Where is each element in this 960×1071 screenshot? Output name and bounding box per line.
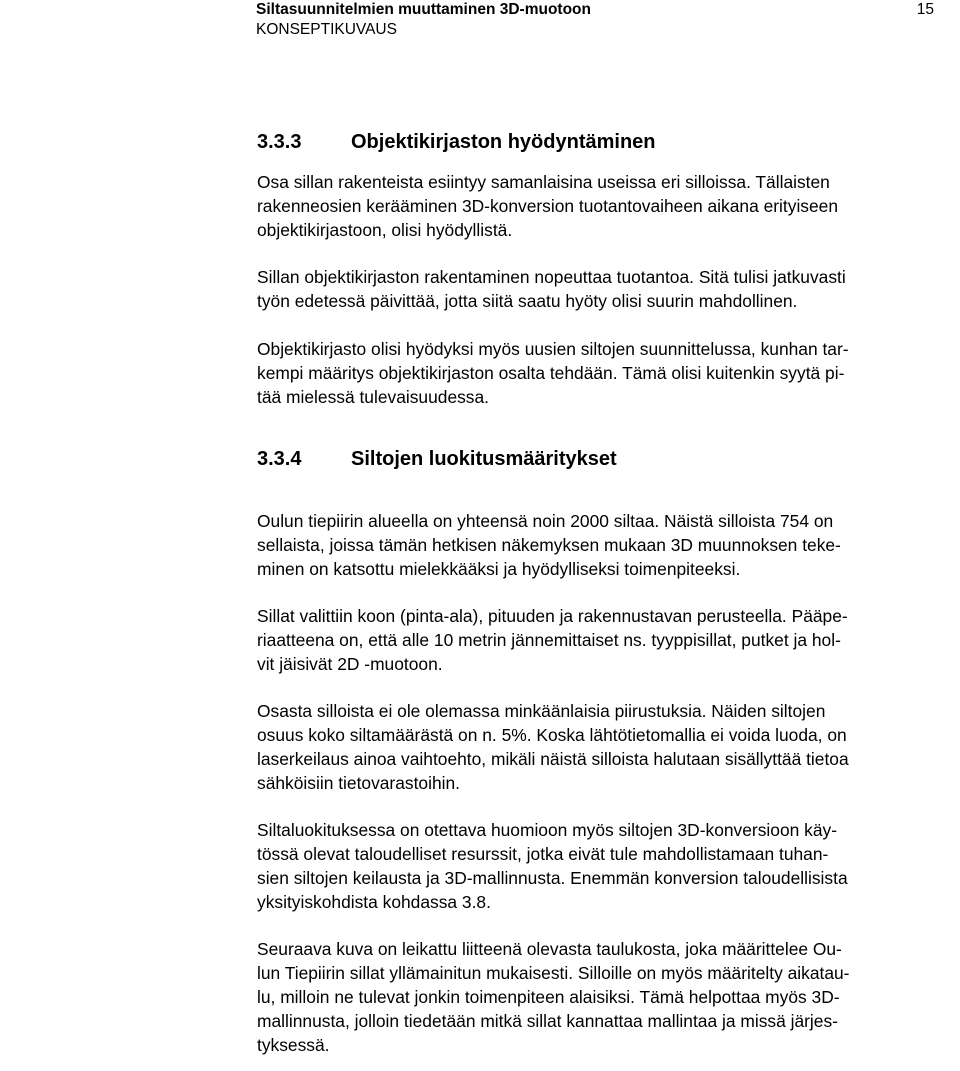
text-line: Sillan objektikirjaston rakentaminen nopeuttaa tuotantoa. Sitä tulisi jatkuvasti	[257, 267, 846, 287]
text-line: rakenneosien kerääminen 3D-konversion tuotantovaiheen aikana erityiseen	[257, 196, 839, 216]
paragraph	[257, 937, 957, 1057]
paragraph	[257, 818, 957, 914]
page-header	[256, 0, 956, 44]
paragraph	[257, 337, 957, 409]
paragraph	[257, 604, 957, 676]
text-line: kempi määritys objektikirjaston osalta tehdään. Tämä olisi kuitenkin syytä pi-	[257, 363, 845, 383]
paragraph	[257, 265, 957, 313]
text-line: Osa sillan rakenteista esiintyy samanlaisina useissa eri silloissa. Tällaisten	[257, 172, 830, 192]
text-line: mallinnusta, jolloin tiedetään mitkä sillat kannattaa mallintaa ja missä järjes-	[257, 1011, 838, 1031]
text-line: sien siltojen keilausta ja 3D-mallinnusta. Enemmän konversion taloudellisista	[257, 868, 848, 888]
page-number: 15	[916, 1, 934, 18]
text-line: työn edetessä päivittää, jotta siitä saatu hyöty olisi suurin mahdollinen.	[257, 291, 798, 311]
header-title: Siltasuunnitelmien muuttaminen 3D-muotoon	[256, 1, 591, 18]
text-line: tössä olevat taloudelliset resurssit, jotka eivät tule mahdollistamaan tuhan-	[257, 844, 829, 864]
section-number: 3.3.3	[257, 131, 302, 153]
paragraph	[257, 509, 957, 581]
paragraph	[257, 170, 957, 242]
text-line: sähköisiin tietovarastoihin.	[257, 773, 460, 793]
document-body	[257, 128, 957, 1057]
text-line: laserkeilaus ainoa vaihtoehto, mikäli näistä silloista halutaan sisällyttää tietoa	[257, 749, 849, 769]
section-title: Objektikirjaston hyödyntäminen	[351, 131, 656, 153]
text-line: Osasta silloista ei ole olemassa minkäänlaisia piirustuksia. Näiden siltojen	[257, 701, 826, 721]
text-line: Oulun tiepiirin alueella on yhteensä noin 2000 siltaa. Näistä silloista 754 on	[257, 511, 834, 531]
section-heading-3-3-4	[257, 445, 957, 473]
text-line: yksityiskohdista kohdassa 3.8.	[257, 892, 491, 912]
paragraph	[257, 699, 957, 795]
text-line: Siltaluokituksessa on otettava huomioon myös siltojen 3D-konversioon käy-	[257, 820, 837, 840]
text-line: lu, milloin ne tulevat jonkin toimenpiteen alaisiksi. Tämä helpottaa myös 3D-	[257, 987, 840, 1007]
text-line: sellaista, joissa tämän hetkisen näkemyksen mukaan 3D muunnoksen teke-	[257, 535, 841, 555]
section-heading-3-3-3	[257, 128, 957, 156]
text-line: Sillat valittiin koon (pinta-ala), pituuden ja rakennustavan perusteella. Pääpe-	[257, 606, 848, 626]
section-number: 3.3.4	[257, 448, 302, 470]
text-line: objektikirjastoon, olisi hyödyllistä.	[257, 220, 513, 240]
text-line: osuus koko siltamäärästä on n. 5%. Koska lähtötietomallia ei voida luoda, on	[257, 725, 847, 745]
header-subtitle: KONSEPTIKUVAUS	[256, 21, 397, 38]
text-line: tyksessä.	[257, 1035, 330, 1055]
text-line: lun Tiepiirin sillat yllämainitun mukaisesti. Silloille on myös määritelty aikatau-	[257, 963, 850, 983]
section-title: Siltojen luokitusmääritykset	[351, 448, 617, 470]
text-line: Seuraava kuva on leikattu liitteenä olevasta taulukosta, joka määrittelee Ou-	[257, 939, 842, 959]
text-line: minen on katsottu mielekkääksi ja hyödylliseksi toimenpiteeksi.	[257, 559, 741, 579]
text-line: vit jäisivät 2D -muotoon.	[257, 654, 443, 674]
text-line: Objektikirjasto olisi hyödyksi myös uusien siltojen suunnittelussa, kunhan tar-	[257, 339, 849, 359]
text-line: riaatteena on, että alle 10 metrin jännemittaiset ns. tyyppisillat, putket ja hol-	[257, 630, 841, 650]
text-line: tää mielessä tulevaisuudessa.	[257, 387, 490, 407]
